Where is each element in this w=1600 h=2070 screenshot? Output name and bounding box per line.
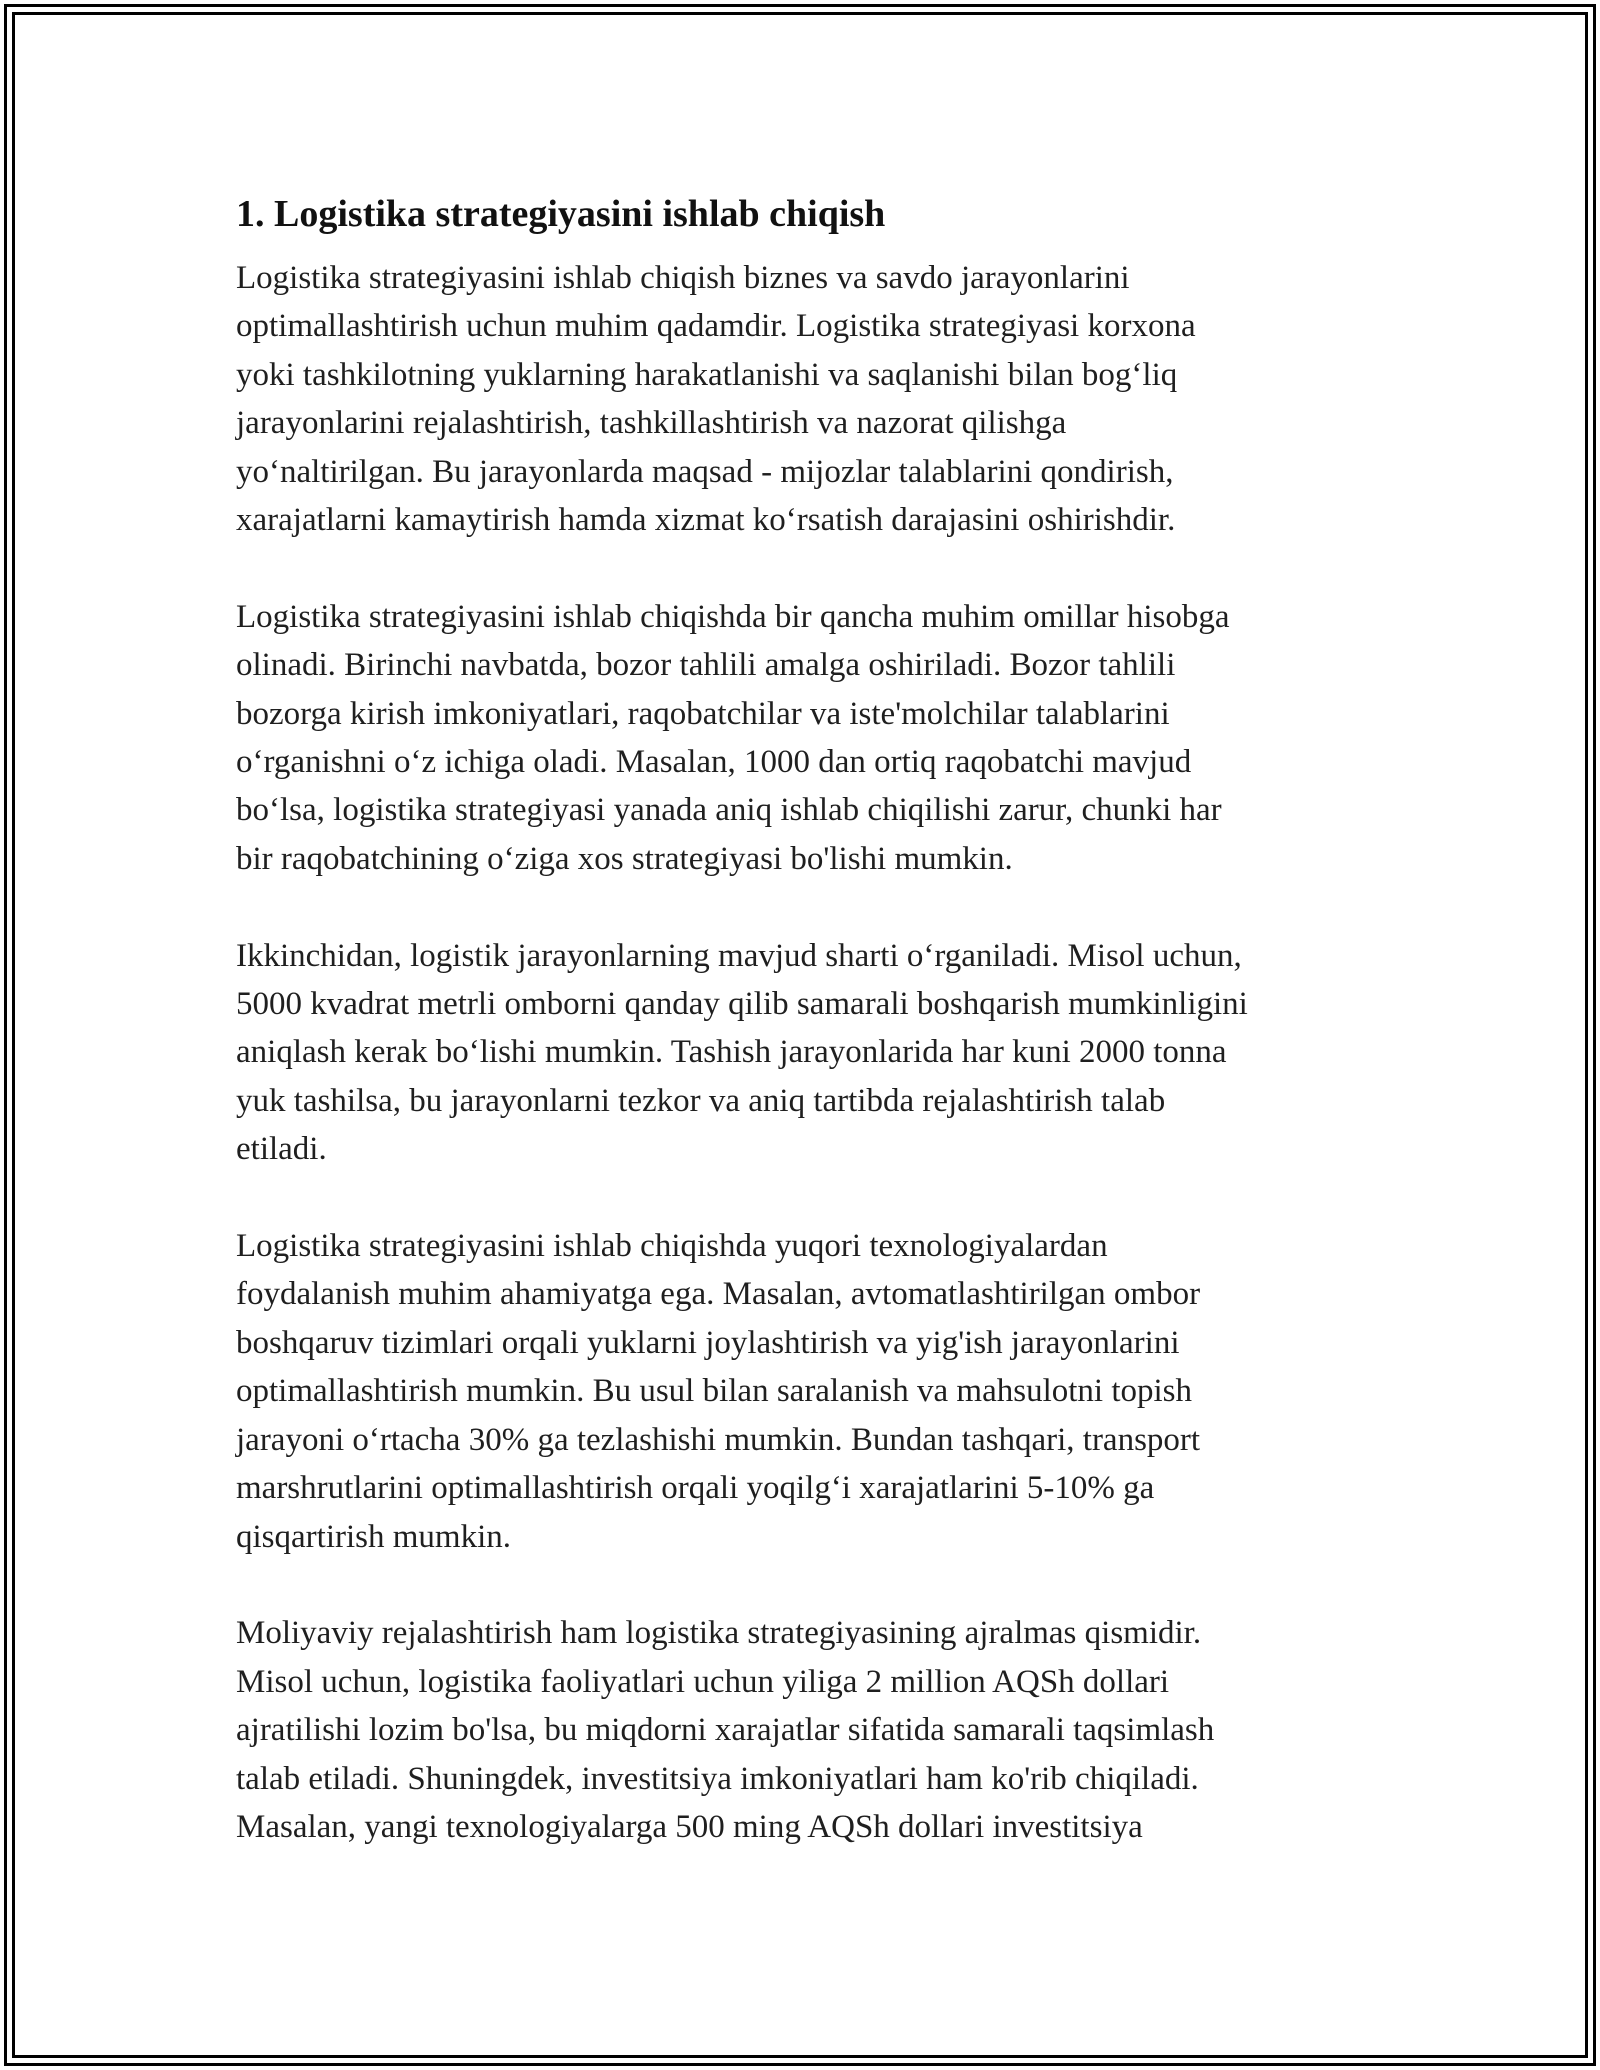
text-line: bo‘lsa, logistika strategiyasi yanada aniq ishlab chiqilishi zarur, chunki har (236, 792, 1222, 829)
text-line: marshrutlarini optimallashtirish orqali yoqilg‘i xarajatlarini 5-10% ga (236, 1470, 1155, 1507)
text-line: Masalan, yangi texnologiyalarga 500 ming AQSh dollari investitsiya (236, 1808, 1143, 1845)
text-line: bir raqobatchining o‘ziga xos strategiyasi bo'lishi mumkin. (236, 840, 1013, 877)
text-line: talab etiladi. Shuningdek, investitsiya imkoniyatlari ham ko'rib chiqiladi. (236, 1760, 1199, 1797)
text-line: yo‘naltirilgan. Bu jarayonlarda maqsad - mijozlar talablarini qondirish, (236, 453, 1174, 490)
text-line: bozorga kirish imkoniyatlari, raqobatchilar va iste'molchilar talablarini (236, 695, 1170, 732)
section-heading: 1. Logistika strategiyasini ishlab chiqish (236, 193, 886, 235)
text-line: optimallashtirish uchun muhim qadamdir. Logistika strategiyasi korxona (236, 308, 1196, 345)
text-line: xarajatlarni kamaytirish hamda xizmat ko‘rsatish darajasini oshirishdir. (236, 502, 1176, 539)
text-line: Ikkinchidan, logistik jarayonlarning mavjud sharti o‘rganiladi. Misol uchun, (236, 937, 1242, 974)
text-line: ajratilishi lozim bo'lsa, bu miqdorni xarajatlar sifatida samarali taqsimlash (236, 1712, 1215, 1749)
text-line: Logistika strategiyasini ishlab chiqishda bir qancha muhim omillar hisobga (236, 598, 1230, 635)
text-line: Logistika strategiyasini ishlab chiqish biznes va savdo jarayonlarini (236, 260, 1130, 296)
text-line: o‘rganishni o‘z ichiga oladi. Masalan, 1000 dan ortiq raqobatchi mavjud (236, 744, 1192, 781)
text-line: olinadi. Birinchi navbatda, bozor tahlili amalga oshiriladi. Bozor tahlili (236, 647, 1176, 684)
text-line: foydalanish muhim ahamiyatga ega. Masalan, avtomatlashtirilgan ombor (236, 1276, 1201, 1313)
text-line: qisqartirish mumkin. (236, 1518, 511, 1555)
text-line: 5000 kvadrat metrli omborni qanday qilib samarali boshqarish mumkinligini (236, 986, 1248, 1023)
text-line: etiladi. (236, 1131, 327, 1168)
text-line: boshqaruv tizimlari orqali yuklarni joylashtirish va yig'ish jarayonlarini (236, 1324, 1180, 1361)
text-line: aniqlash kerak bo‘lishi mumkin. Tashish jarayonlarida har kuni 2000 tonna (236, 1034, 1227, 1071)
text-line: Moliyaviy rejalashtirish ham logistika strategiyasining ajralmas qismidir. (236, 1615, 1202, 1652)
text-line: Misol uchun, logistika faoliyatlari uchun yiliga 2 million AQSh dollari (236, 1663, 1170, 1700)
text-line: Logistika strategiyasini ishlab chiqishda yuqori texnologiyalardan (236, 1228, 1108, 1265)
paragraph-3 (236, 932, 1376, 1174)
text-line: jarayoni o‘rtacha 30% ga tezlashishi mumkin. Bundan tashqari, transport (236, 1421, 1201, 1458)
paragraph-2 (236, 593, 1376, 883)
text-line: optimallashtirish mumkin. Bu usul bilan saralanish va mahsulotni topish (236, 1373, 1193, 1410)
paragraph-5 (236, 1609, 1376, 1851)
paragraph-4 (236, 1222, 1376, 1561)
document-body (236, 188, 1376, 1900)
text-line: jarayonlarini rejalashtirish, tashkillashtirish va nazorat qilishga (236, 405, 1067, 442)
text-line: yoki tashkilotning yuklarning harakatlanishi va saqlanishi bilan bog‘liq (236, 356, 1178, 393)
paragraph-1 (236, 254, 1376, 544)
text-line: yuk tashilsa, bu jarayonlarni tezkor va aniq tartibda rejalashtirish talab (236, 1082, 1166, 1119)
